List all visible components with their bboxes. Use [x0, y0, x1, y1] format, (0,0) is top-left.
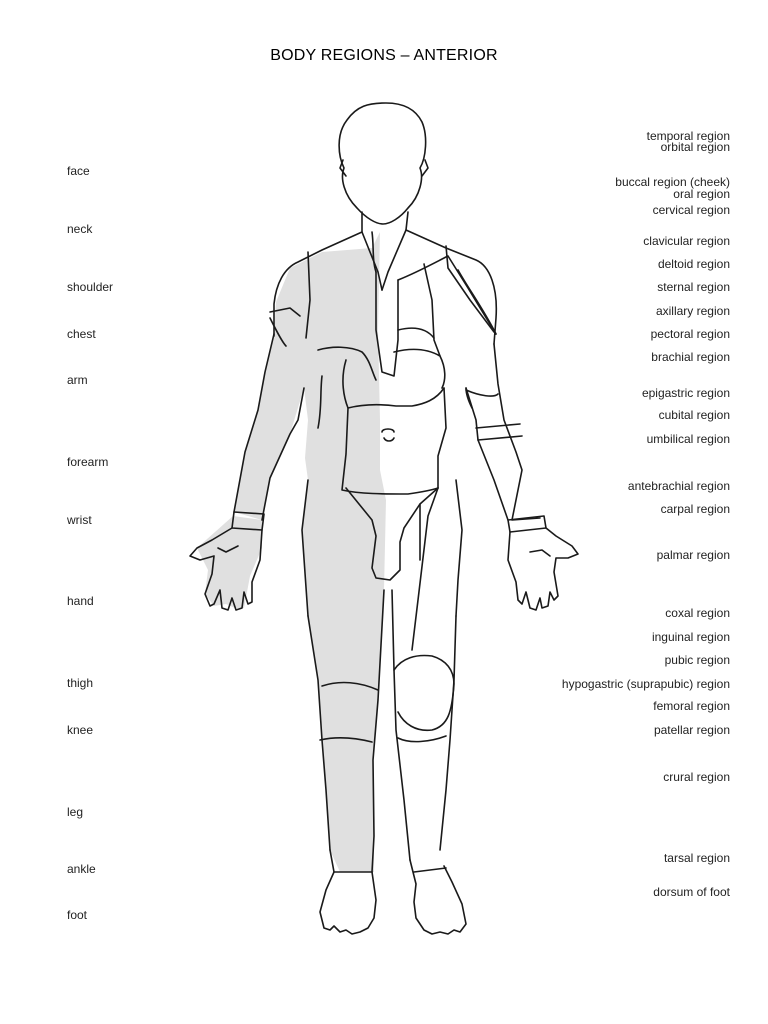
label-pubic-region: pubic region — [664, 653, 730, 667]
label-forearm: forearm — [67, 455, 109, 469]
label-leg: leg — [67, 805, 84, 819]
label-antebrachial-region: antebrachial region — [627, 479, 730, 493]
label-knee: knee — [67, 723, 94, 737]
label-sternal-region: sternal region — [657, 280, 730, 294]
label-ankle: ankle — [67, 862, 96, 876]
label-dorsum-of-foot: dorsum of foot — [653, 885, 730, 899]
label-carpal-region: carpal region — [660, 502, 730, 516]
label-axillary-region: axillary region — [655, 304, 730, 318]
label-coxal-region: coxal region — [665, 606, 730, 620]
label-arm: arm — [67, 373, 88, 387]
label-epigastric-region: epigastric region — [641, 386, 730, 400]
label-clavicular-region: clavicular region — [643, 234, 730, 248]
label-umbilical-region: umbilical region — [646, 432, 730, 446]
label-pectoral-region: pectoral region — [650, 327, 730, 341]
label-neck: neck — [67, 222, 93, 236]
label-wrist: wrist — [67, 513, 92, 527]
label-oral-region: oral region — [673, 187, 730, 201]
label-hypogastric-suprapubic-region: hypogastric (suprapubic) region — [561, 677, 730, 691]
label-shoulder: shoulder — [67, 280, 114, 294]
label-temporal-region: temporal region — [646, 129, 730, 143]
label-chest: chest — [67, 327, 96, 341]
label-deltoid-region: deltoid region — [657, 257, 730, 271]
label-brachial-region: brachial region — [651, 350, 730, 364]
label-foot: foot — [67, 908, 88, 922]
label-femoral-region: femoral region — [653, 699, 730, 713]
label-thigh: thigh — [67, 676, 94, 690]
page-title: BODY REGIONS – ANTERIOR — [270, 47, 498, 64]
label-face: face — [67, 164, 90, 178]
label-palmar-region: palmar region — [656, 548, 730, 562]
label-cervical-region: cervical region — [652, 203, 730, 217]
label-crural-region: crural region — [663, 770, 730, 784]
label-tarsal-region: tarsal region — [663, 851, 730, 865]
label-buccal-region-cheek: buccal region (cheek) — [615, 175, 730, 189]
label-inguinal-region: inguinal region — [651, 630, 730, 644]
label-cubital-region: cubital region — [658, 408, 730, 422]
label-orbital-region: orbital region — [660, 140, 730, 154]
head-outline — [339, 103, 426, 224]
label-hand: hand — [67, 594, 94, 608]
label-patellar-region: patellar region — [653, 723, 730, 737]
